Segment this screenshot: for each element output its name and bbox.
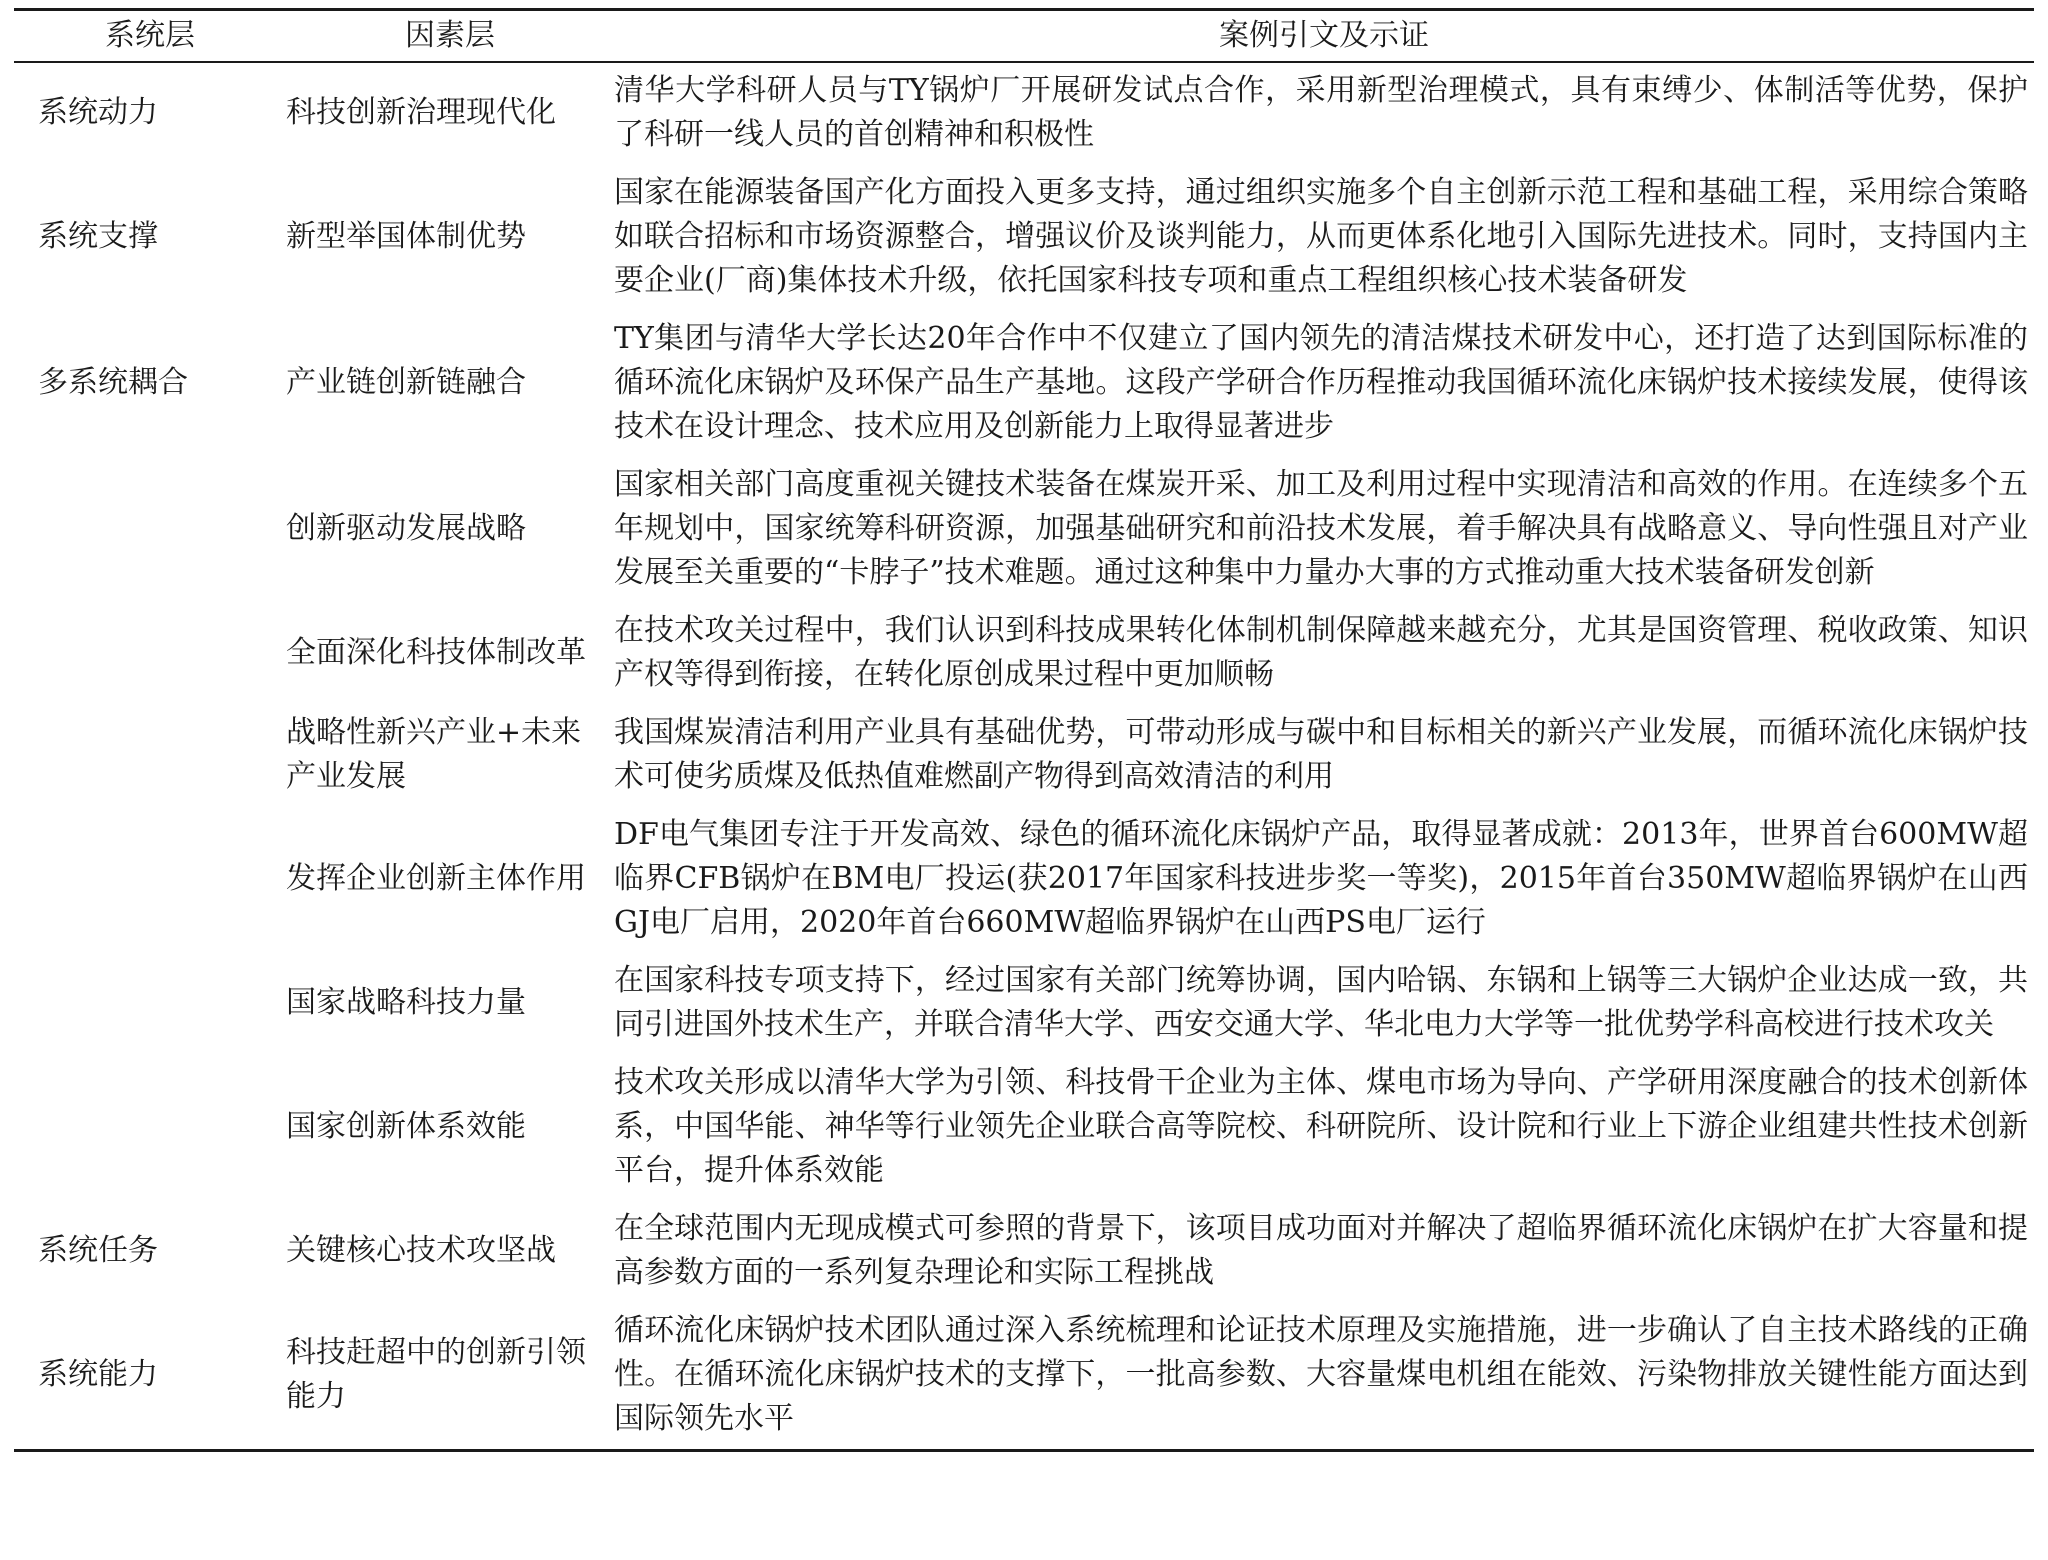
system-layer-cell <box>14 705 286 807</box>
evidence-cell: TY集团与清华大学长达20年合作中不仅建立了国内领先的清洁煤技术研发中心，还打造了达到国际标准的循环流化床锅炉及环保产品生产基地。这段产学研合作历程推动我国循环流化床锅炉技术接续发展，使得该技术在设计理念、技术应用及创新能力上取得显著进步 <box>614 321 2028 444</box>
factor-cell: 关键核心技术攻坚战 <box>286 1233 556 1268</box>
factor-cell: 国家战略科技力量 <box>286 985 526 1020</box>
system-layer-cell <box>14 807 286 953</box>
factor-cell: 全面深化科技体制改革 <box>286 635 586 670</box>
table-row <box>14 1201 2034 1303</box>
system-layer-cell <box>14 457 286 603</box>
table-row <box>14 807 2034 953</box>
table-row <box>14 62 2034 165</box>
system-layer-cell <box>14 1055 286 1201</box>
factor-cell: 国家创新体系效能 <box>286 1109 526 1144</box>
table-row <box>14 165 2034 311</box>
table-header <box>14 10 2034 63</box>
system-layer-cell: 系统任务 <box>38 1233 158 1268</box>
table-row <box>14 603 2034 705</box>
header-row <box>14 10 2034 63</box>
header-system-layer: 系统层 <box>105 18 195 53</box>
evidence-cell: 清华大学科研人员与TY锅炉厂开展研发试点合作，采用新型治理模式，具有束缚少、体制活等优势，保护了科研一线人员的首创精神和积极性 <box>614 73 2028 152</box>
table-row <box>14 311 2034 457</box>
header-factor-layer: 因素层 <box>405 18 495 53</box>
table-row <box>14 705 2034 807</box>
factor-cell: 产业链创新链融合 <box>286 365 526 400</box>
table-row <box>14 953 2034 1055</box>
evidence-cell: 在国家科技专项支持下，经过国家有关部门统筹协调，国内哈锅、东锅和上锅等三大锅炉企业达成一致，共同引进国外技术生产，并联合清华大学、西安交通大学、华北电力大学等一批优势学科高校进行技术攻关 <box>614 963 2028 1042</box>
evidence-cell: 我国煤炭清洁利用产业具有基础优势，可带动形成与碳中和目标相关的新兴产业发展，而循环流化床锅炉技术可使劣质煤及低热值难燃副产物得到高效清洁的利用 <box>614 715 2028 794</box>
evidence-cell: 国家在能源装备国产化方面投入更多支持，通过组织实施多个自主创新示范工程和基础工程，采用综合策略如联合招标和市场资源整合，增强议价及谈判能力，从而更体系化地引入国际先进技术。同时，支持国内主要企业(厂商)集体技术升级，依托国家科技专项和重点工程组织核心技术装备研发 <box>614 175 2028 298</box>
case-evidence-table <box>14 8 2034 1452</box>
table-row <box>14 457 2034 603</box>
evidence-cell: 在技术攻关过程中，我们认识到科技成果转化体制机制保障越来越充分，尤其是国资管理、税收政策、知识产权等得到衔接，在转化原创成果过程中更加顺畅 <box>614 613 2028 692</box>
evidence-cell: 在全球范围内无现成模式可参照的背景下，该项目成功面对并解决了超临界循环流化床锅炉在扩大容量和提高参数方面的一系列复杂理论和实际工程挑战 <box>614 1211 2028 1290</box>
evidence-cell: 循环流化床锅炉技术团队通过深入系统梳理和论证技术原理及实施措施，进一步确认了自主技术路线的正确性。在循环流化床锅炉技术的支撑下，一批高参数、大容量煤电机组在能效、污染物排放关键性能方面达到国际领先水平 <box>614 1313 2028 1436</box>
system-layer-cell <box>14 953 286 1055</box>
table-body <box>14 62 2034 1451</box>
factor-cell: 创新驱动发展战略 <box>286 511 526 546</box>
system-layer-cell: 系统能力 <box>38 1357 158 1392</box>
evidence-cell: 技术攻关形成以清华大学为引领、科技骨干企业为主体、煤电市场为导向、产学研用深度融合的技术创新体系，中国华能、神华等行业领先企业联合高等院校、科研院所、设计院和行业上下游企业组建共性技术创新平台，提升体系效能 <box>614 1065 2028 1188</box>
factor-cell: 战略性新兴产业+未来产业发展 <box>286 715 582 794</box>
factor-cell: 发挥企业创新主体作用 <box>286 861 586 896</box>
evidence-cell: DF电气集团专注于开发高效、绿色的循环流化床锅炉产品，取得显著成就：2013年，世界首台600MW超临界CFB锅炉在BM电厂投运(获2017年国家科技进步奖一等奖)，2015年首台350MW超临界锅炉在山西GJ电厂启用，2020年首台660MW超临界锅炉在山西PS电厂运行 <box>614 817 2028 940</box>
evidence-cell: 国家相关部门高度重视关键技术装备在煤炭开采、加工及利用过程中实现清洁和高效的作用。在连续多个五年规划中，国家统筹科研资源，加强基础研究和前沿技术发展，着手解决具有战略意义、导向性强且对产业发展至关重要的“卡脖子”技术难题。通过这种集中力量办大事的方式推动重大技术装备研发创新 <box>614 467 2028 590</box>
table-row <box>14 1303 2034 1451</box>
system-layer-cell: 系统支撑 <box>38 219 158 254</box>
factor-cell: 科技赶超中的创新引领能力 <box>286 1335 586 1414</box>
system-layer-cell <box>14 603 286 705</box>
system-layer-cell: 系统动力 <box>38 95 158 130</box>
factor-cell: 新型举国体制优势 <box>286 219 526 254</box>
system-layer-cell: 多系统耦合 <box>38 365 188 400</box>
case-evidence-table-container <box>14 8 2034 1452</box>
factor-cell: 科技创新治理现代化 <box>286 95 556 130</box>
header-case-evidence: 案例引文及示证 <box>1219 18 1429 53</box>
table-row <box>14 1055 2034 1201</box>
